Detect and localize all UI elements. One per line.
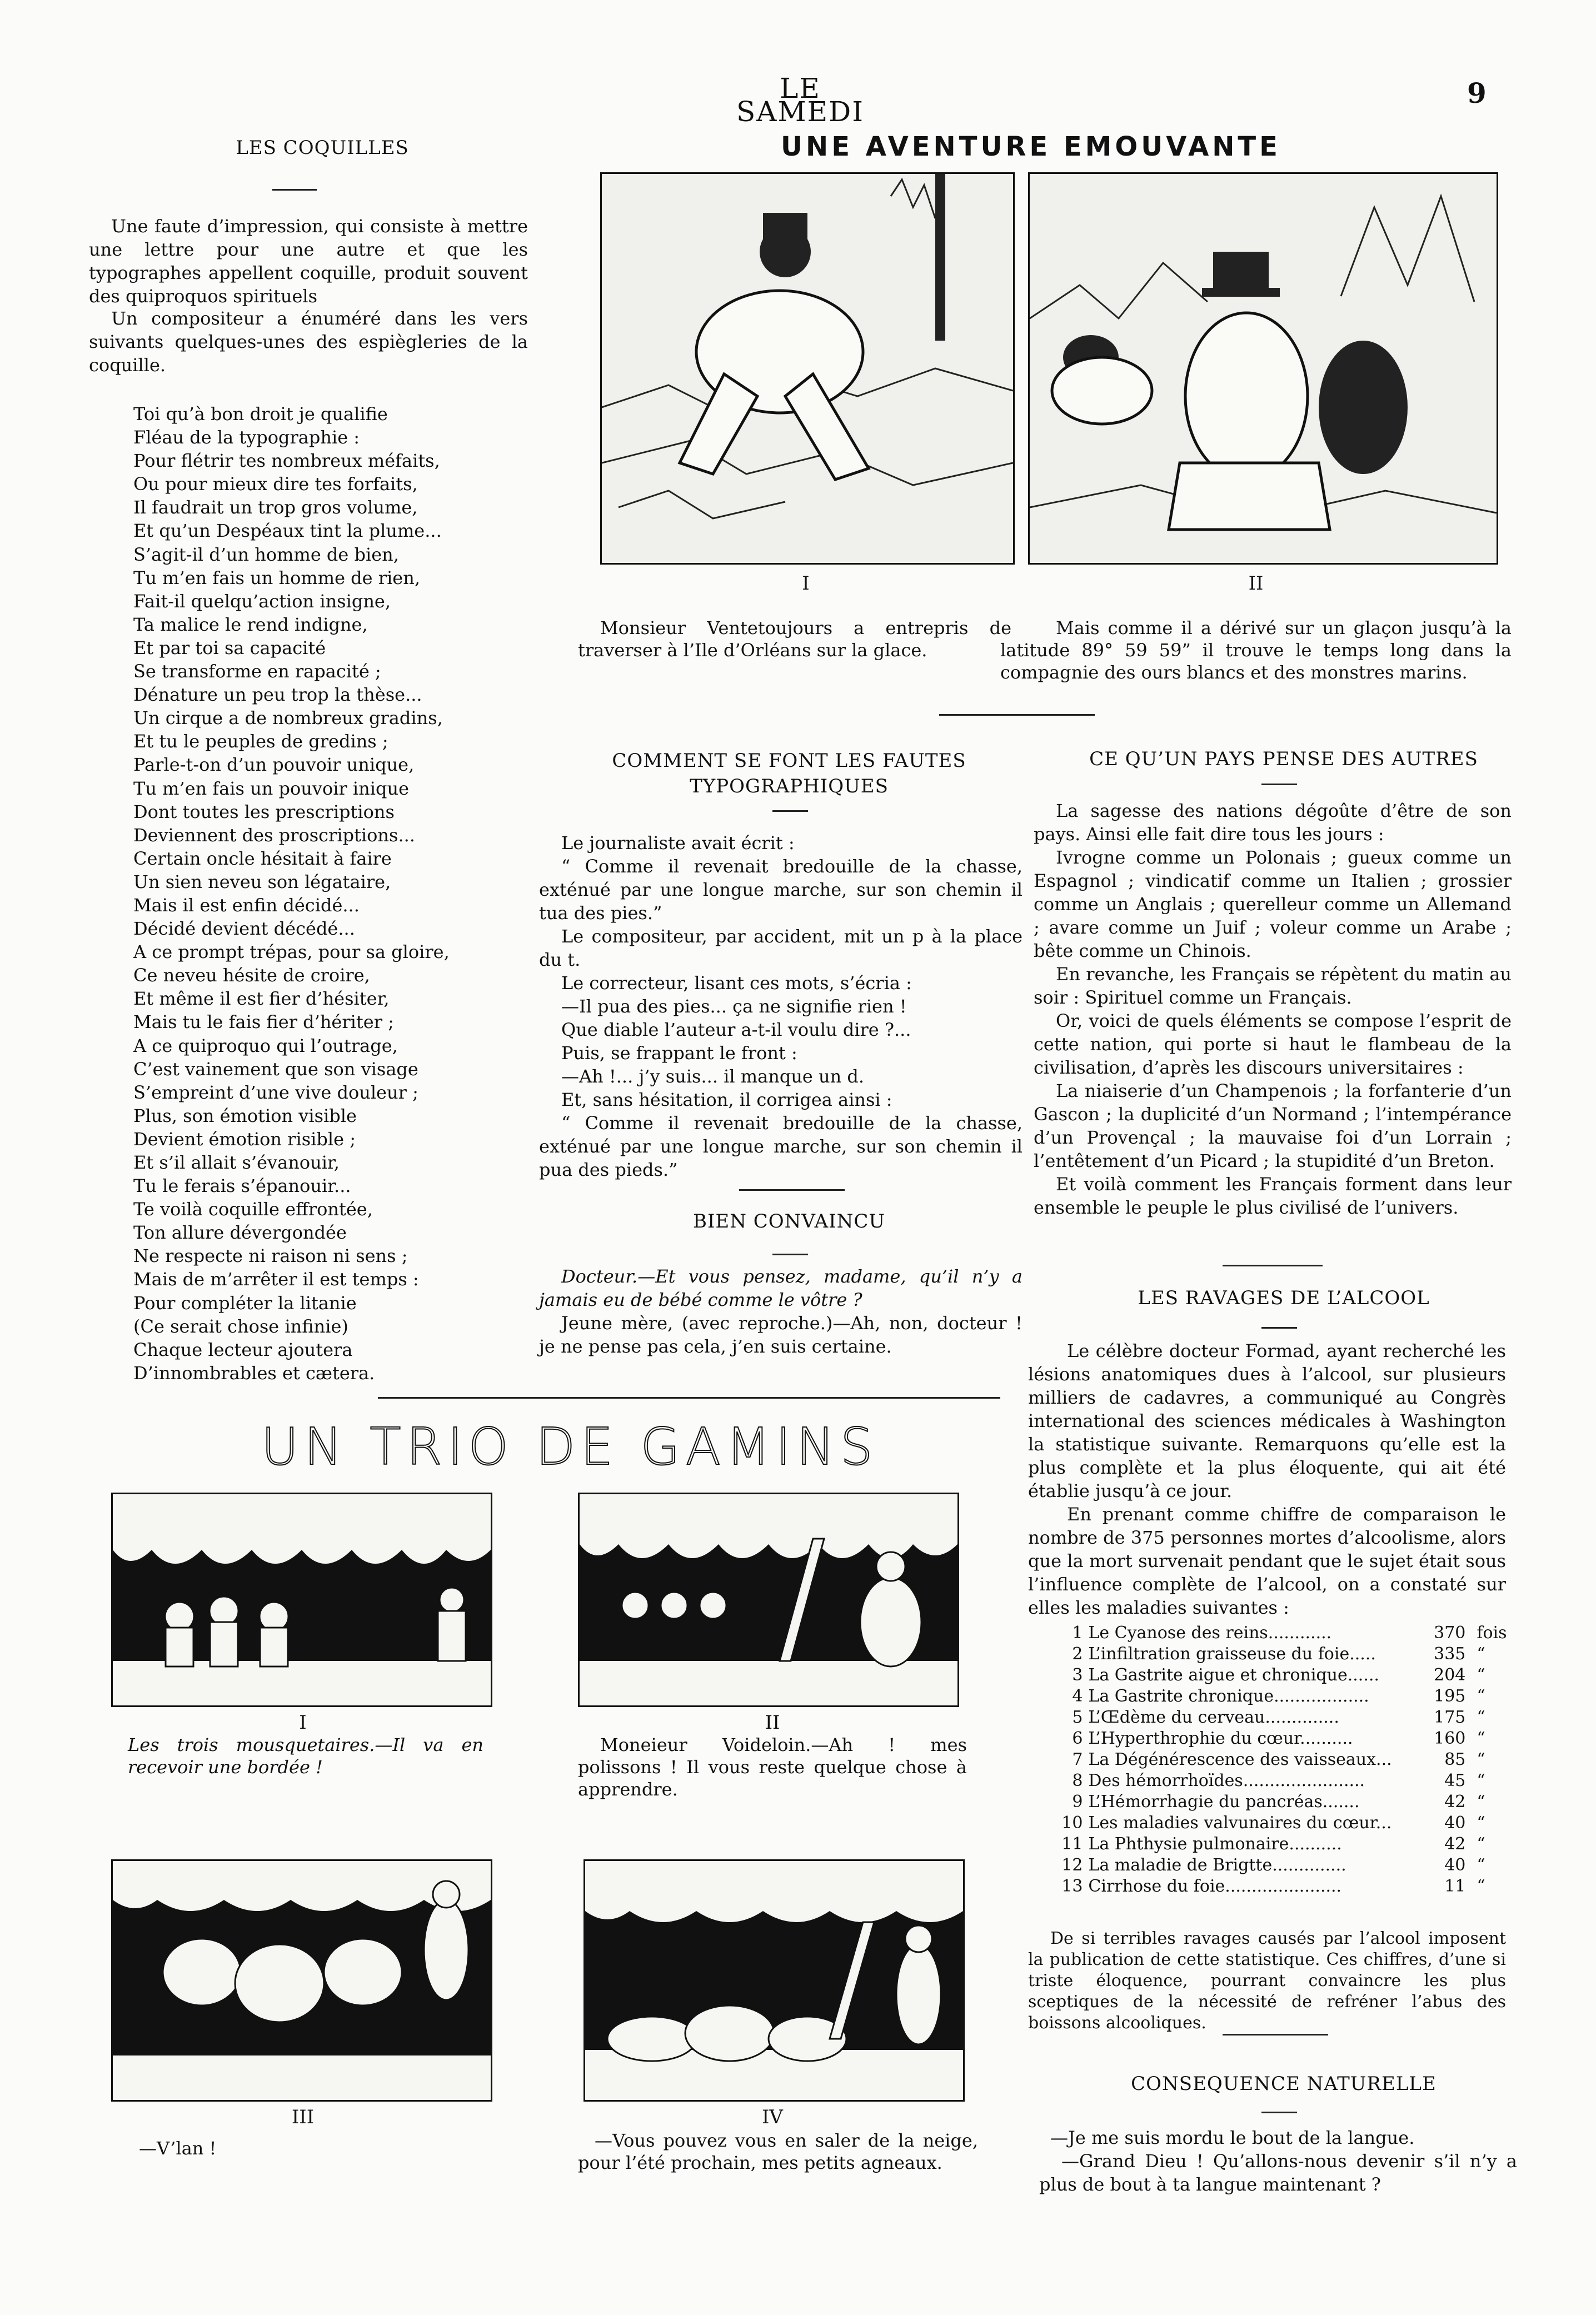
- poem-line: Un sien neveu son légataire,: [133, 871, 391, 892]
- poem-line: A ce quiproquo qui l’outrage,: [133, 1035, 398, 1056]
- poem-line: Ce neveu hésite de croire,: [133, 965, 370, 986]
- fautes-paragraph: “ Comme il revenait bredouille de la chasse, exténué par une longue marche, sur son chemin il pua des pieds.”: [539, 1112, 1023, 1180]
- trio-illustration-1: [111, 1493, 492, 1707]
- convaincu-line2: Jeune mère, (avec reproche.)—Ah, non, docteur ! je ne pense pas cela, j’en suis certaine.: [539, 1313, 1023, 1357]
- aventure-caption-2: Mais comme il a dérivé sur un glaçon jusqu’à la latitude 89° 59 59” il trouve le temps long dans la compagnie des ours blancs et des monstres marins.: [1000, 617, 1512, 683]
- poem-line: Chaque lecteur ajoutera: [133, 1339, 353, 1360]
- stat-unit: “: [1477, 1708, 1485, 1727]
- poem-line: Mais de m’arrêter il est temps :: [133, 1269, 419, 1290]
- poem-line: Tu le ferais s’épanouir...: [133, 1175, 351, 1197]
- poem-line: Se transforme en rapacité ;: [133, 661, 381, 682]
- poem-line: Ton allure dévergondée: [133, 1222, 347, 1244]
- stat-unit: “: [1477, 1792, 1485, 1812]
- poem-line: Tu m’en fais un homme de rien,: [133, 567, 421, 588]
- fautes-body: [539, 831, 1023, 1181]
- stat-n: 6: [1072, 1729, 1083, 1748]
- table-row: [1056, 1855, 1512, 1876]
- poem-line: Un cirque a de nombreux gradins,: [133, 707, 443, 729]
- divider: [1261, 784, 1297, 785]
- pays-body: [1034, 799, 1512, 1219]
- stat-n: 12: [1061, 1855, 1083, 1875]
- trio-illustration-2: [578, 1493, 959, 1707]
- fautes-paragraph: —Il pua des pies... ça ne signifie rien !: [561, 996, 907, 1017]
- poem-line: Toi qu’à bon droit je qualifie: [133, 403, 388, 425]
- poem-line: Te voilà coquille effrontée,: [133, 1199, 373, 1220]
- divider: [772, 1254, 808, 1255]
- trio-number-4: IV: [762, 2106, 783, 2128]
- stat-label: Des hémorrhoïdes.......................: [1088, 1771, 1365, 1790]
- aventure-illustration-2: [1028, 172, 1498, 565]
- poem-line: Tu m’en fais un pouvoir inique: [133, 777, 410, 799]
- trio-caption-4: —Vous pouvez vous en saler de la neige, pour l’été prochain, mes petits agneaux.: [578, 2130, 978, 2173]
- stat-n: 5: [1072, 1708, 1083, 1727]
- stat-label: L’Hyperthrophie du cœur..........: [1088, 1729, 1353, 1748]
- stat-n: 8: [1072, 1771, 1083, 1790]
- aventure-number-2: II: [1248, 572, 1264, 595]
- poem-line: D’innombrables et cætera.: [133, 1362, 375, 1384]
- divider: [378, 1397, 1000, 1399]
- poem-line: Et même il est fier d’hésiter,: [133, 988, 390, 1010]
- stat-value: 85: [1444, 1750, 1466, 1769]
- fautes-paragraph: Et, sans hésitation, il corrigea ainsi :: [561, 1089, 892, 1110]
- alcool-outro: De si terribles ravages causés par l’alcool imposent la publication de cette statistique. Ces chiffres, d’une si triste éloquence, pourrant convaincre les plus sceptiques de la nécessité de refréner l’abus des boissons alcooliques.: [1028, 1929, 1506, 2033]
- stat-n: 13: [1061, 1877, 1083, 1896]
- convaincu-line1: Docteur.—Et vous pensez, madame, qu’il n’y a jamais eu de bébé comme le vôtre ?: [539, 1266, 1023, 1310]
- stat-value: 335: [1434, 1644, 1466, 1664]
- stat-value: 175: [1434, 1708, 1466, 1727]
- poem-line: Parle-t-on d’un pouvoir unique,: [133, 754, 415, 776]
- stat-value: 40: [1444, 1813, 1466, 1833]
- stat-value: 160: [1434, 1729, 1466, 1748]
- table-row: [1056, 1813, 1512, 1834]
- alcool-intro: Le célèbre docteur Formad, ayant recherché les lésions anatomiques dues à l’alcool, sur plusieurs milliers de cadavres, a communiqué au Congrès international des sciences médicales à Washington la statistique suivante. Remarquons qu’elle est la plus complète et la plus éloquente, qui ait été établie jusqu’à ce jour.: [1028, 1340, 1506, 1501]
- table-row: [1056, 1665, 1512, 1686]
- stat-value: 42: [1444, 1792, 1466, 1812]
- fautes-paragraph: “ Comme il revenait bredouille de la chasse, exténué par une longue marche, sur son chemin il tua des pies.”: [539, 856, 1023, 924]
- poem-line: Devient émotion risible ;: [133, 1128, 356, 1150]
- divider: [939, 714, 1095, 716]
- table-row: [1056, 1728, 1512, 1749]
- poem-line: S’empreint d’une vive douleur ;: [133, 1081, 418, 1103]
- table-row: [1056, 1749, 1512, 1770]
- table-row: [1056, 1876, 1512, 1897]
- table-row: [1056, 1834, 1512, 1855]
- stat-label: Cirrhose du foie......................: [1088, 1877, 1342, 1896]
- stat-unit: “: [1477, 1665, 1485, 1685]
- aventure-illustration-1: [600, 172, 1015, 565]
- fautes-paragraph: Puis, se frappant le front :: [561, 1042, 797, 1064]
- stat-unit: “: [1477, 1813, 1485, 1833]
- poem-line: Décidé devient décédé...: [133, 918, 355, 940]
- coquilles-title: LES COQUILLES: [236, 137, 409, 159]
- newspaper-title: LE SAMEDI: [736, 72, 864, 128]
- divider: [1261, 1327, 1297, 1329]
- divider: [1223, 2034, 1328, 2035]
- fautes-paragraph: Le journaliste avait écrit :: [561, 832, 795, 854]
- stat-value: 195: [1434, 1687, 1466, 1706]
- fautes-title: COMMENT SE FONT LES FAUTES TYPOGRAPHIQUES: [612, 750, 966, 797]
- fautes-paragraph: —Ah !... j’y suis... il manque un d.: [561, 1066, 865, 1087]
- pays-paragraph: Et voilà comment les Français forment dans leur ensemble le peuple le plus civilisé de l’univers.: [1034, 1174, 1512, 1218]
- stat-value: 204: [1434, 1665, 1466, 1685]
- alcool-stats-table: [1056, 1623, 1512, 1897]
- aventure-number-1: I: [802, 572, 810, 595]
- poem-line: Il faudrait un trop gros volume,: [133, 497, 418, 518]
- poem-line: Fléau de la typographie :: [133, 427, 360, 448]
- coquilles-poem: [133, 402, 533, 1385]
- poem-line: Ou pour mieux dire tes forfaits,: [133, 473, 418, 495]
- poem-line: Mais tu le fais fier d’hériter ;: [133, 1011, 394, 1033]
- table-row: [1056, 1644, 1512, 1665]
- poem-line: A ce prompt trépas, pour sa gloire,: [133, 941, 450, 963]
- pays-paragraph: Or, voici de quels éléments se compose l’esprit de cette nation, qui porte si haut le flambeau de la civilisation, d’après les discours universitaires :: [1034, 1010, 1512, 1078]
- alcool-intro2: En prenant comme chiffre de comparaison le nombre de 375 personnes mortes d’alcoolisme, alors que la mort survenait pendant que le sujet était sous l’influence complète de l’alcool, on a constaté sur elles les maladies suivantes :: [1028, 1504, 1506, 1618]
- trio-caption-3: —V’lan !: [139, 2138, 217, 2159]
- trio-title: UN TRIO DE GAMINS: [261, 1417, 879, 1476]
- stat-n: 1: [1072, 1623, 1083, 1643]
- consequence-line2: —Grand Dieu ! Qu’allons-nous devenir s’il n’y a plus de bout à ta langue maintenant ?: [1039, 2151, 1517, 2195]
- pays-paragraph: La sagesse des nations dégoûte d’être de son pays. Ainsi elle fait dire tous les jours :: [1034, 800, 1512, 845]
- stat-unit: fois: [1477, 1623, 1507, 1643]
- stat-value: 11: [1444, 1877, 1466, 1896]
- table-row: [1056, 1623, 1512, 1644]
- convaincu-title: BIEN CONVAINCU: [692, 1210, 886, 1233]
- stat-value: 40: [1444, 1855, 1466, 1875]
- trio-caption-1: Les trois mousquetaires.—Il va en recevoir une bordée !: [128, 1734, 483, 1778]
- poem-line: Et tu le peuples de gredins ;: [133, 731, 388, 752]
- poem-line: Pour compléter la litanie: [133, 1292, 357, 1314]
- stat-n: 2: [1072, 1644, 1083, 1664]
- fautes-paragraph: Que diable l’auteur a-t-il voulu dire ?...: [561, 1019, 911, 1040]
- trio-illustration-3: [111, 1859, 492, 2102]
- poem-line: Ta malice le rend indigne,: [133, 613, 368, 635]
- pays-paragraph: La niaiserie d’un Champenois ; la forfanterie d’un Gascon ; la duplicité d’un Normand ; l’intempérance d’un Provençal ; la mauvaise foi d’un Lorrain ; l’entêtement d’un Picard ; la stupidité d’un Breton.: [1034, 1080, 1512, 1171]
- stat-n: 10: [1061, 1813, 1083, 1833]
- stat-unit: “: [1477, 1687, 1485, 1706]
- poem-line: Fait-il quelqu’action insigne,: [133, 590, 391, 612]
- stat-label: L’Œdème du cerveau..............: [1088, 1708, 1339, 1727]
- stat-value: 42: [1444, 1834, 1466, 1854]
- stat-unit: “: [1477, 1855, 1485, 1875]
- divider: [1223, 1265, 1323, 1266]
- stat-label: Les maladies valvunaires du cœur...: [1088, 1813, 1392, 1833]
- stat-n: 11: [1061, 1834, 1083, 1854]
- poem-line: Deviennent des proscriptions...: [133, 824, 415, 846]
- poem-line: Plus, son émotion visible: [133, 1105, 357, 1126]
- table-row: [1056, 1792, 1512, 1813]
- pays-paragraph: En revanche, les Français se répètent du matin au soir : Spirituel comme un Français.: [1034, 964, 1512, 1008]
- stat-label: La Gastrite chronique..................: [1088, 1687, 1369, 1706]
- alcool-title: LES RAVAGES DE L’ALCOOL: [1138, 1287, 1430, 1309]
- trio-caption-2: Moneieur Voideloin.—Ah ! mes polissons ! Il vous reste quelque chose à apprendre.: [578, 1734, 967, 1800]
- aventure-title: UNE AVENTURE EMOUVANTE: [781, 131, 1281, 162]
- stat-unit: “: [1477, 1729, 1485, 1748]
- pays-paragraph: Ivrogne comme un Polonais ; gueux comme un Espagnol ; vindicatif comme un Italien ; grossier comme un Anglais ; querelleur comme un Allemand ; avare comme un Juif ; voleur comme un Arabe ; bête comme un Chinois.: [1034, 847, 1512, 961]
- stat-unit: “: [1477, 1834, 1485, 1854]
- divider: [1261, 2112, 1297, 2113]
- fautes-paragraph: Le compositeur, par accident, mit un p à la place du t.: [539, 926, 1023, 970]
- stat-unit: “: [1477, 1877, 1485, 1896]
- poem-line: Pour flétrir tes nombreux méfaits,: [133, 450, 440, 472]
- table-row: [1056, 1686, 1512, 1707]
- poem-line: Certain oncle hésitait à faire: [133, 847, 392, 869]
- stat-n: 7: [1072, 1750, 1083, 1769]
- stat-label: L’Hémorrhagie du pancréas.......: [1088, 1792, 1360, 1812]
- page-number: 9: [1467, 77, 1487, 109]
- table-row: [1056, 1707, 1512, 1728]
- stat-value: 370: [1434, 1623, 1466, 1643]
- consequence-title: CONSEQUENCE NATURELLE: [1131, 2073, 1437, 2095]
- consequence-line1: —Je me suis mordu le bout de la langue.: [1050, 2127, 1415, 2148]
- poem-line: (Ce serait chose infinie): [133, 1315, 348, 1337]
- divider: [739, 1189, 845, 1191]
- table-row: [1056, 1770, 1512, 1792]
- divider: [272, 189, 317, 191]
- poem-line: Dont toutes les prescriptions: [133, 801, 395, 822]
- stat-unit: “: [1477, 1771, 1485, 1790]
- coquilles-intro: Une faute d’impression, qui consiste à mettre une lettre pour une autre et que les typographes appellent coquille, produit souvent des quiproquos spirituels: [89, 216, 528, 307]
- poem-line: Et s’il allait s’évanouir,: [133, 1152, 340, 1173]
- stat-label: L’infiltration graisseuse du foie.....: [1088, 1644, 1376, 1664]
- stat-unit: “: [1477, 1750, 1485, 1769]
- trio-number-3: III: [291, 2106, 315, 2128]
- stat-value: 45: [1444, 1771, 1466, 1790]
- coquilles-intro2: Un compositeur a énuméré dans les vers suivants quelques-unes des espiègleries de la coquille.: [89, 308, 528, 376]
- stat-label: La maladie de Brigtte..............: [1088, 1855, 1346, 1875]
- trio-number-1: I: [299, 1712, 307, 1734]
- stat-unit: “: [1477, 1644, 1485, 1664]
- poem-line: Et qu’un Despéaux tint la plume...: [133, 520, 442, 542]
- fautes-paragraph: Le correcteur, lisant ces mots, s’écria :: [561, 972, 912, 994]
- stat-n: 9: [1072, 1792, 1083, 1812]
- poem-line: Mais il est enfin décidé...: [133, 894, 360, 916]
- poem-line: Dénature un peu trop la thèse...: [133, 684, 422, 706]
- trio-number-2: II: [765, 1712, 780, 1734]
- poem-line: Ne respecte ni raison ni sens ;: [133, 1245, 408, 1267]
- poem-line: Et par toi sa capacité: [133, 637, 326, 658]
- stat-label: La Dégénérescence des vaisseaux...: [1088, 1750, 1392, 1769]
- divider: [772, 810, 808, 812]
- pays-title: CE QU’UN PAYS PENSE DES AUTRES: [1089, 748, 1478, 770]
- poem-line: C’est vainement que son visage: [133, 1058, 418, 1080]
- poem-line: S’agit-il d’un homme de bien,: [133, 543, 399, 565]
- trio-illustration-4: [583, 1859, 965, 2102]
- stat-label: Le Cyanose des reins............: [1088, 1623, 1332, 1643]
- aventure-caption-1: Monsieur Ventetoujours a entrepris de traverser à l’Ile d’Orléans sur la glace.: [578, 617, 1011, 661]
- stat-n: 3: [1072, 1665, 1083, 1685]
- stat-label: La Gastrite aigue et chronique......: [1088, 1665, 1379, 1685]
- stat-n: 4: [1072, 1687, 1083, 1706]
- stat-label: La Phthysie pulmonaire..........: [1088, 1834, 1342, 1854]
